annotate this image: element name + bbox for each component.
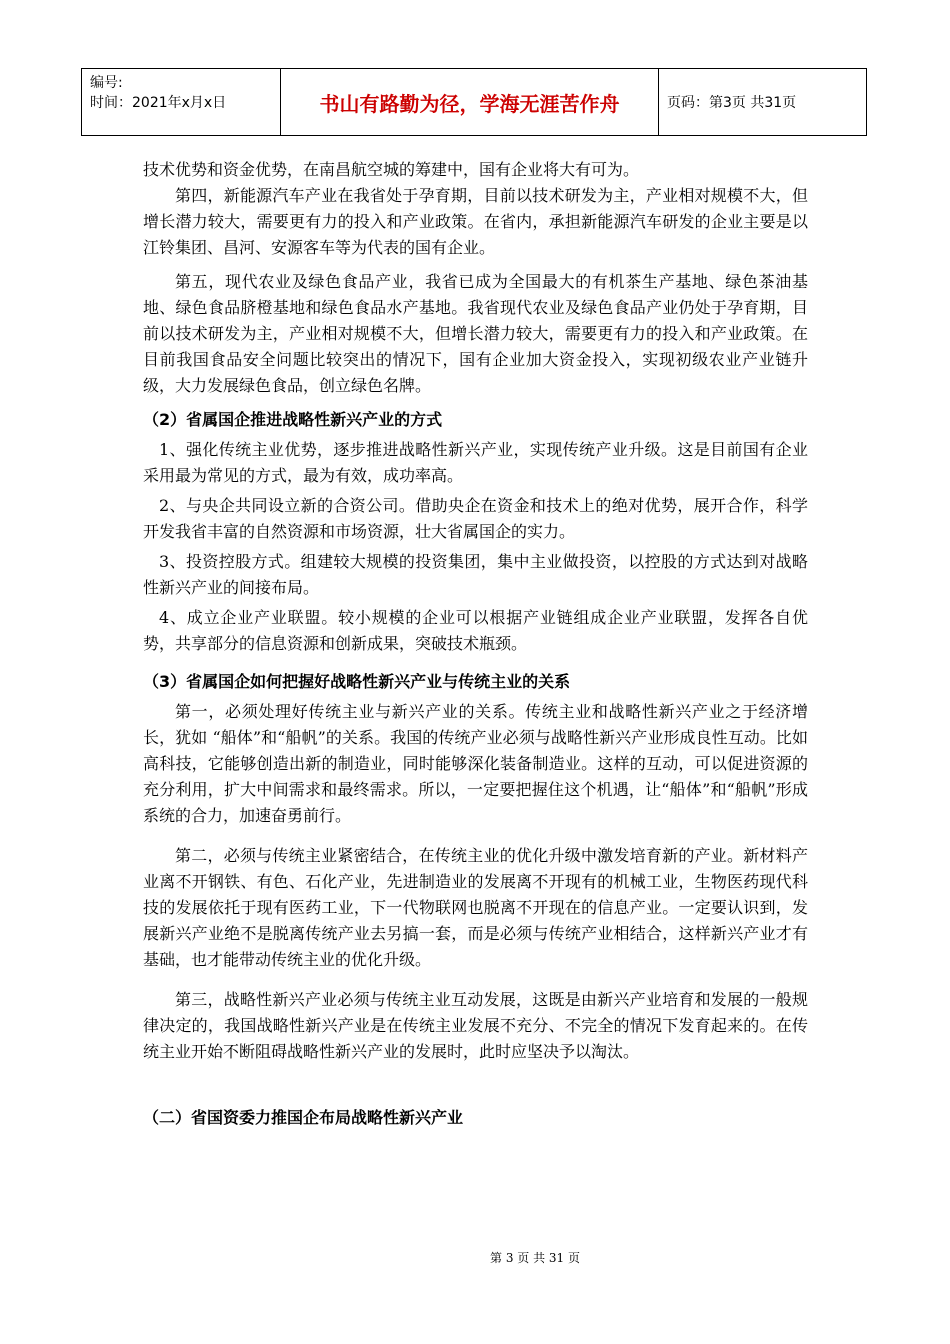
section-ii-heading: （二）省国资委力推国企布局战略性新兴产业 [143,1108,464,1127]
list-item-4: 4、成立企业产业联盟。较小规模的企业可以根据产业链组成企业产业联盟，发挥各自优势，共享部分的信息资源和创新成果，突破技术瓶颈。 [143,608,808,653]
document-body [143,157,808,1131]
section-2-heading: （2）省属国企推进战略性新兴产业的方式 [143,410,443,429]
list-item-2: 2、与央企共同设立新的合资公司。借助央企在资金和技术上的绝对优势，展开合作，科学开发我省丰富的自然资源和市场资源，壮大省属国企的实力。 [143,496,808,541]
paragraph-third: 第三，战略性新兴产业必须与传统主业互动发展，这既是由新兴产业培育和发展的一般规律决定的，我国战略性新兴产业是在传统主业发展不充分、不完全的情况下发育起来的。在传统主业开始不断阻碍战略性新兴产业的发展时，此时应坚决予以淘汰。 [143,990,808,1061]
list-item-3: 3、投资控股方式。组建较大规模的投资集团，集中主业做投资，以控股的方式达到对战略性新兴产业的间接布局。 [143,552,808,597]
header-meta [82,69,281,135]
paragraph-continuation: 技术优势和资金优势，在南昌航空城的筹建中，国有企业将大有可为。 [143,160,640,179]
paragraph-first: 第一，必须处理好传统主业与新兴产业的关系。传统主业和战略性新兴产业之于经济增长，犹如 “船体”和“船帆”的关系。我国的传统产业必须与战略性新兴产业形成良性互动。比如高科技，它能够创造出新的制造业，同时能够深化装备制造业。这样的互动，可以促进资源的充分利用，扩大中间需求和最终需求。所以，一定要把握住这个机遇，让“船体”和“船帆”形成系统的合力，加速奋勇前行。 [143,702,808,825]
number-label: 编号: [90,75,123,91]
paragraph-fifth: 第五，现代农业及绿色食品产业，我省已成为全国最大的有机茶生产基地、绿色茶油基地、绿色食品脐橙基地和绿色食品水产基地。我省现代农业及绿色食品产业仍处于孕育期，目前以技术研发为主，产业相对规模不大，但增长潜力较大，需要更有力的投入和产业政策。在目前我国食品安全问题比较突出的情况下，国有企业加大资金投入，实现初级农业产业链升级，大力发展绿色食品，创立绿色名牌。 [143,272,808,395]
paragraph-second: 第二，必须与传统主业紧密结合，在传统主业的优化升级中激发培育新的产业。新材料产业离不开钢铁、有色、石化产业，先进制造业的发展离不开现有的机械工业，生物医药现代科技的发展依托于现有医药工业，下一代物联网也脱离不开现在的信息产业。一定要认识到，发展新兴产业绝不是脱离传统产业去另搞一套，而是必须与传统产业相结合，这样新兴产业才有基础，也才能带动传统主业的优化升级。 [143,846,808,969]
list-item-1: 1、强化传统主业优势，逐步推进战略性新兴产业，实现传统产业升级。这是目前国有企业采用最为常见的方式，最为有效，成功率高。 [143,440,808,485]
header-page-info: 页码：第3页 共31页 [667,95,797,111]
time-label: 时间：2021年x月x日 [90,95,227,111]
section-3-heading: （3）省属国企如何把握好战略性新兴产业与传统主业的关系 [143,672,571,691]
header-motto: 书山有路勤为径，学海无涯苦作舟 [281,69,659,135]
paragraph-fourth: 第四，新能源汽车产业在我省处于孕育期，目前以技术研发为主，产业相对规模不大，但增长潜力较大，需要更有力的投入和产业政策。在省内，承担新能源汽车研发的企业主要是以江铃集团、昌河、安源客车等为代表的国有企业。 [143,186,808,257]
page-footer: 第 3 页 共 31 页 [490,1251,580,1265]
page-header [81,68,867,136]
